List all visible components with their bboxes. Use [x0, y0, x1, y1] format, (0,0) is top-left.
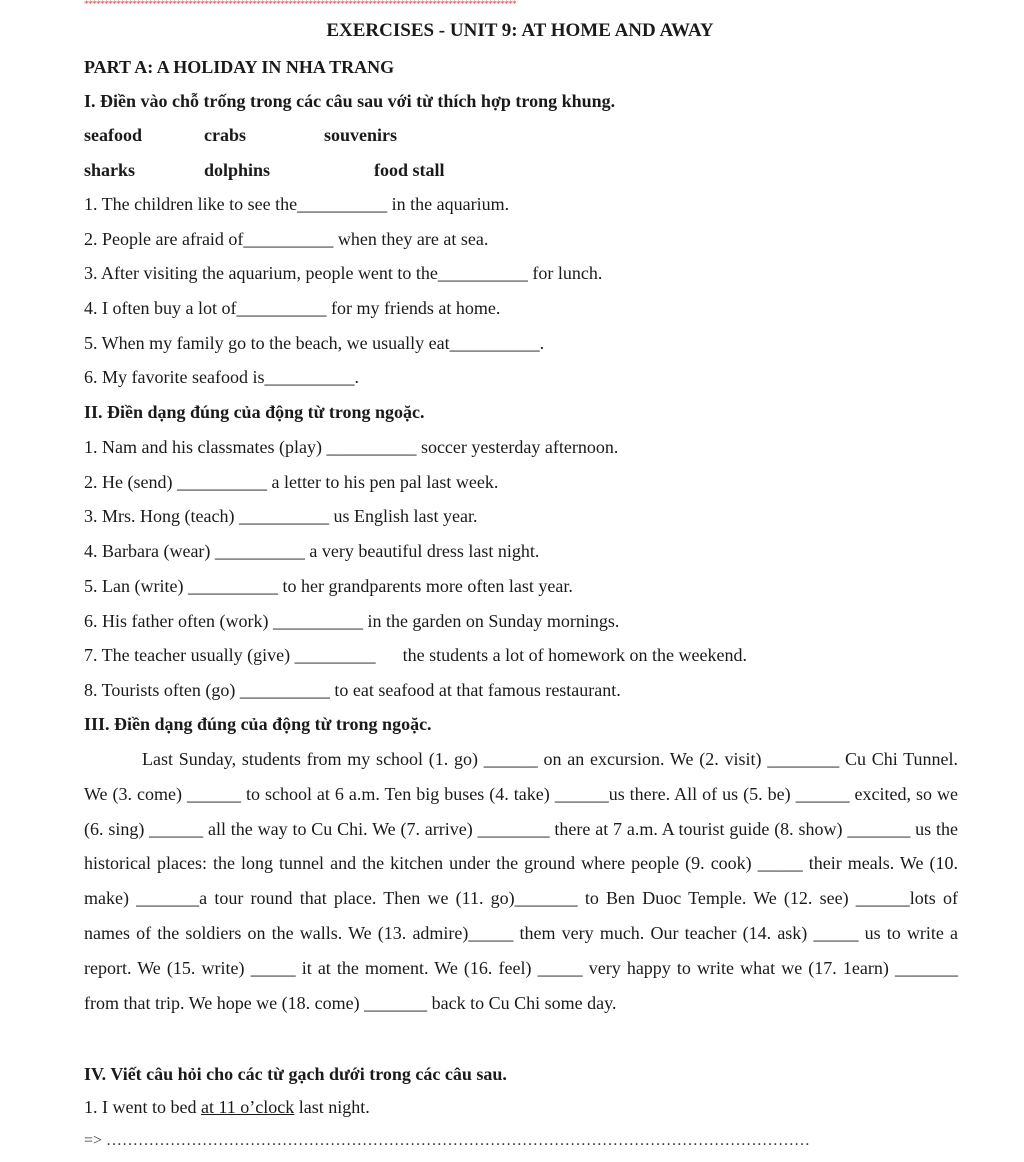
- section-3-heading: III. Điền dạng đúng của động từ trong ngoặc.: [84, 714, 432, 734]
- exercise-item: 3. Mrs. Hong (teach) __________ us English last year.: [84, 506, 478, 526]
- underlined-phrase: at 11 o’clock: [200, 1097, 295, 1117]
- exercise-item: 5. When my family go to the beach, we usually eat__________.: [84, 333, 545, 353]
- page-title: EXERCISES - UNIT 9: AT HOME AND AWAY: [326, 20, 714, 41]
- exercise-item: 1. The children like to see the__________ in the aquarium.: [84, 194, 510, 214]
- decorative-star-border: ************************************************************************************************************: [84, 0, 516, 8]
- exercise-item: 7. The teacher usually (give) _________ the students a lot of homework on the weekend.: [84, 645, 748, 665]
- exercise-item: 4. Barbara (wear) __________ a very beautiful dress last night.: [84, 541, 540, 561]
- exercise-item: 4. I often buy a lot of__________ for my friends at home.: [84, 298, 501, 318]
- exercise-item: 5. Lan (write) __________ to her grandparents more often last year.: [84, 576, 573, 596]
- cloze-paragraph: [84, 742, 958, 1020]
- word-box-item: dolphins: [204, 160, 271, 180]
- word-box-item: crabs: [204, 125, 246, 145]
- exercise-item: 3. After visiting the aquarium, people went to the__________ for lunch.: [84, 263, 603, 283]
- word-box-item: sharks: [84, 160, 136, 180]
- exercise-item: [84, 1096, 370, 1118]
- exercise-item: 2. People are afraid of__________ when they are at sea.: [84, 229, 489, 249]
- section-4-heading: IV. Viết câu hỏi cho các từ gạch dưới trong các câu sau.: [84, 1064, 507, 1084]
- exercise-item: 6. His father often (work) __________ in the garden on Sunday mornings.: [84, 611, 620, 631]
- exercise-item: 2. He (send) __________ a letter to his pen pal last week.: [84, 472, 499, 492]
- exercise-item: 1. Nam and his classmates (play) __________ soccer yesterday afternoon.: [84, 437, 619, 457]
- answer-line: => ……………………………………………………………………………………………………………………: [84, 1132, 811, 1149]
- item-text: last night.: [294, 1097, 370, 1117]
- section-1-heading: I. Điền vào chỗ trống trong các câu sau với từ thích hợp trong khung.: [84, 91, 616, 111]
- cloze-paragraph-text: Last Sunday, students from my school (1. go) ______ on an excursion. We (2. visit) ________ Cu Chi Tunnel. We (3. come) ______ to school at 6 a.m. Ten big buses (4. take) ______us there. All of us (5. be) ______ excited, so we (6. sing) ______ all the way to Cu Chi. We (7. arrive) ________ there at 7 a.m. A tourist guide (8. show) _______ us the historical places: the long tunnel and the kitchen under the ground where people (9. cook) _____ their meals. We (10. make) _______a tour round that place. Then we (11. go)_______ to Ben Duoc Temple. We (12. see) ______lots of names of the soldiers on the walls. We (13. admire)_____ them very much. Our teacher (14. ask) _____ us to write a report. We (15. write) _____ it at the moment. We (16. feel) _____ very happy to write what we (17. 1earn) _______ from that trip. We hope we (18. come) _______ back to Cu Chi some day.: [84, 749, 958, 1013]
- word-box-item: souvenirs: [324, 125, 398, 145]
- section-2-heading: II. Điền dạng đúng của động từ trong ngoặc.: [84, 402, 425, 422]
- part-a-heading: PART A: A HOLIDAY IN NHA TRANG: [84, 57, 395, 77]
- word-box-item: food stall: [374, 160, 445, 180]
- exercise-item: 8. Tourists often (go) __________ to eat seafood at that famous restaurant.: [84, 680, 621, 700]
- word-box-item: seafood: [84, 125, 142, 145]
- exercise-item: 6. My favorite seafood is__________.: [84, 367, 359, 387]
- item-text: 1. I went to bed: [84, 1097, 201, 1117]
